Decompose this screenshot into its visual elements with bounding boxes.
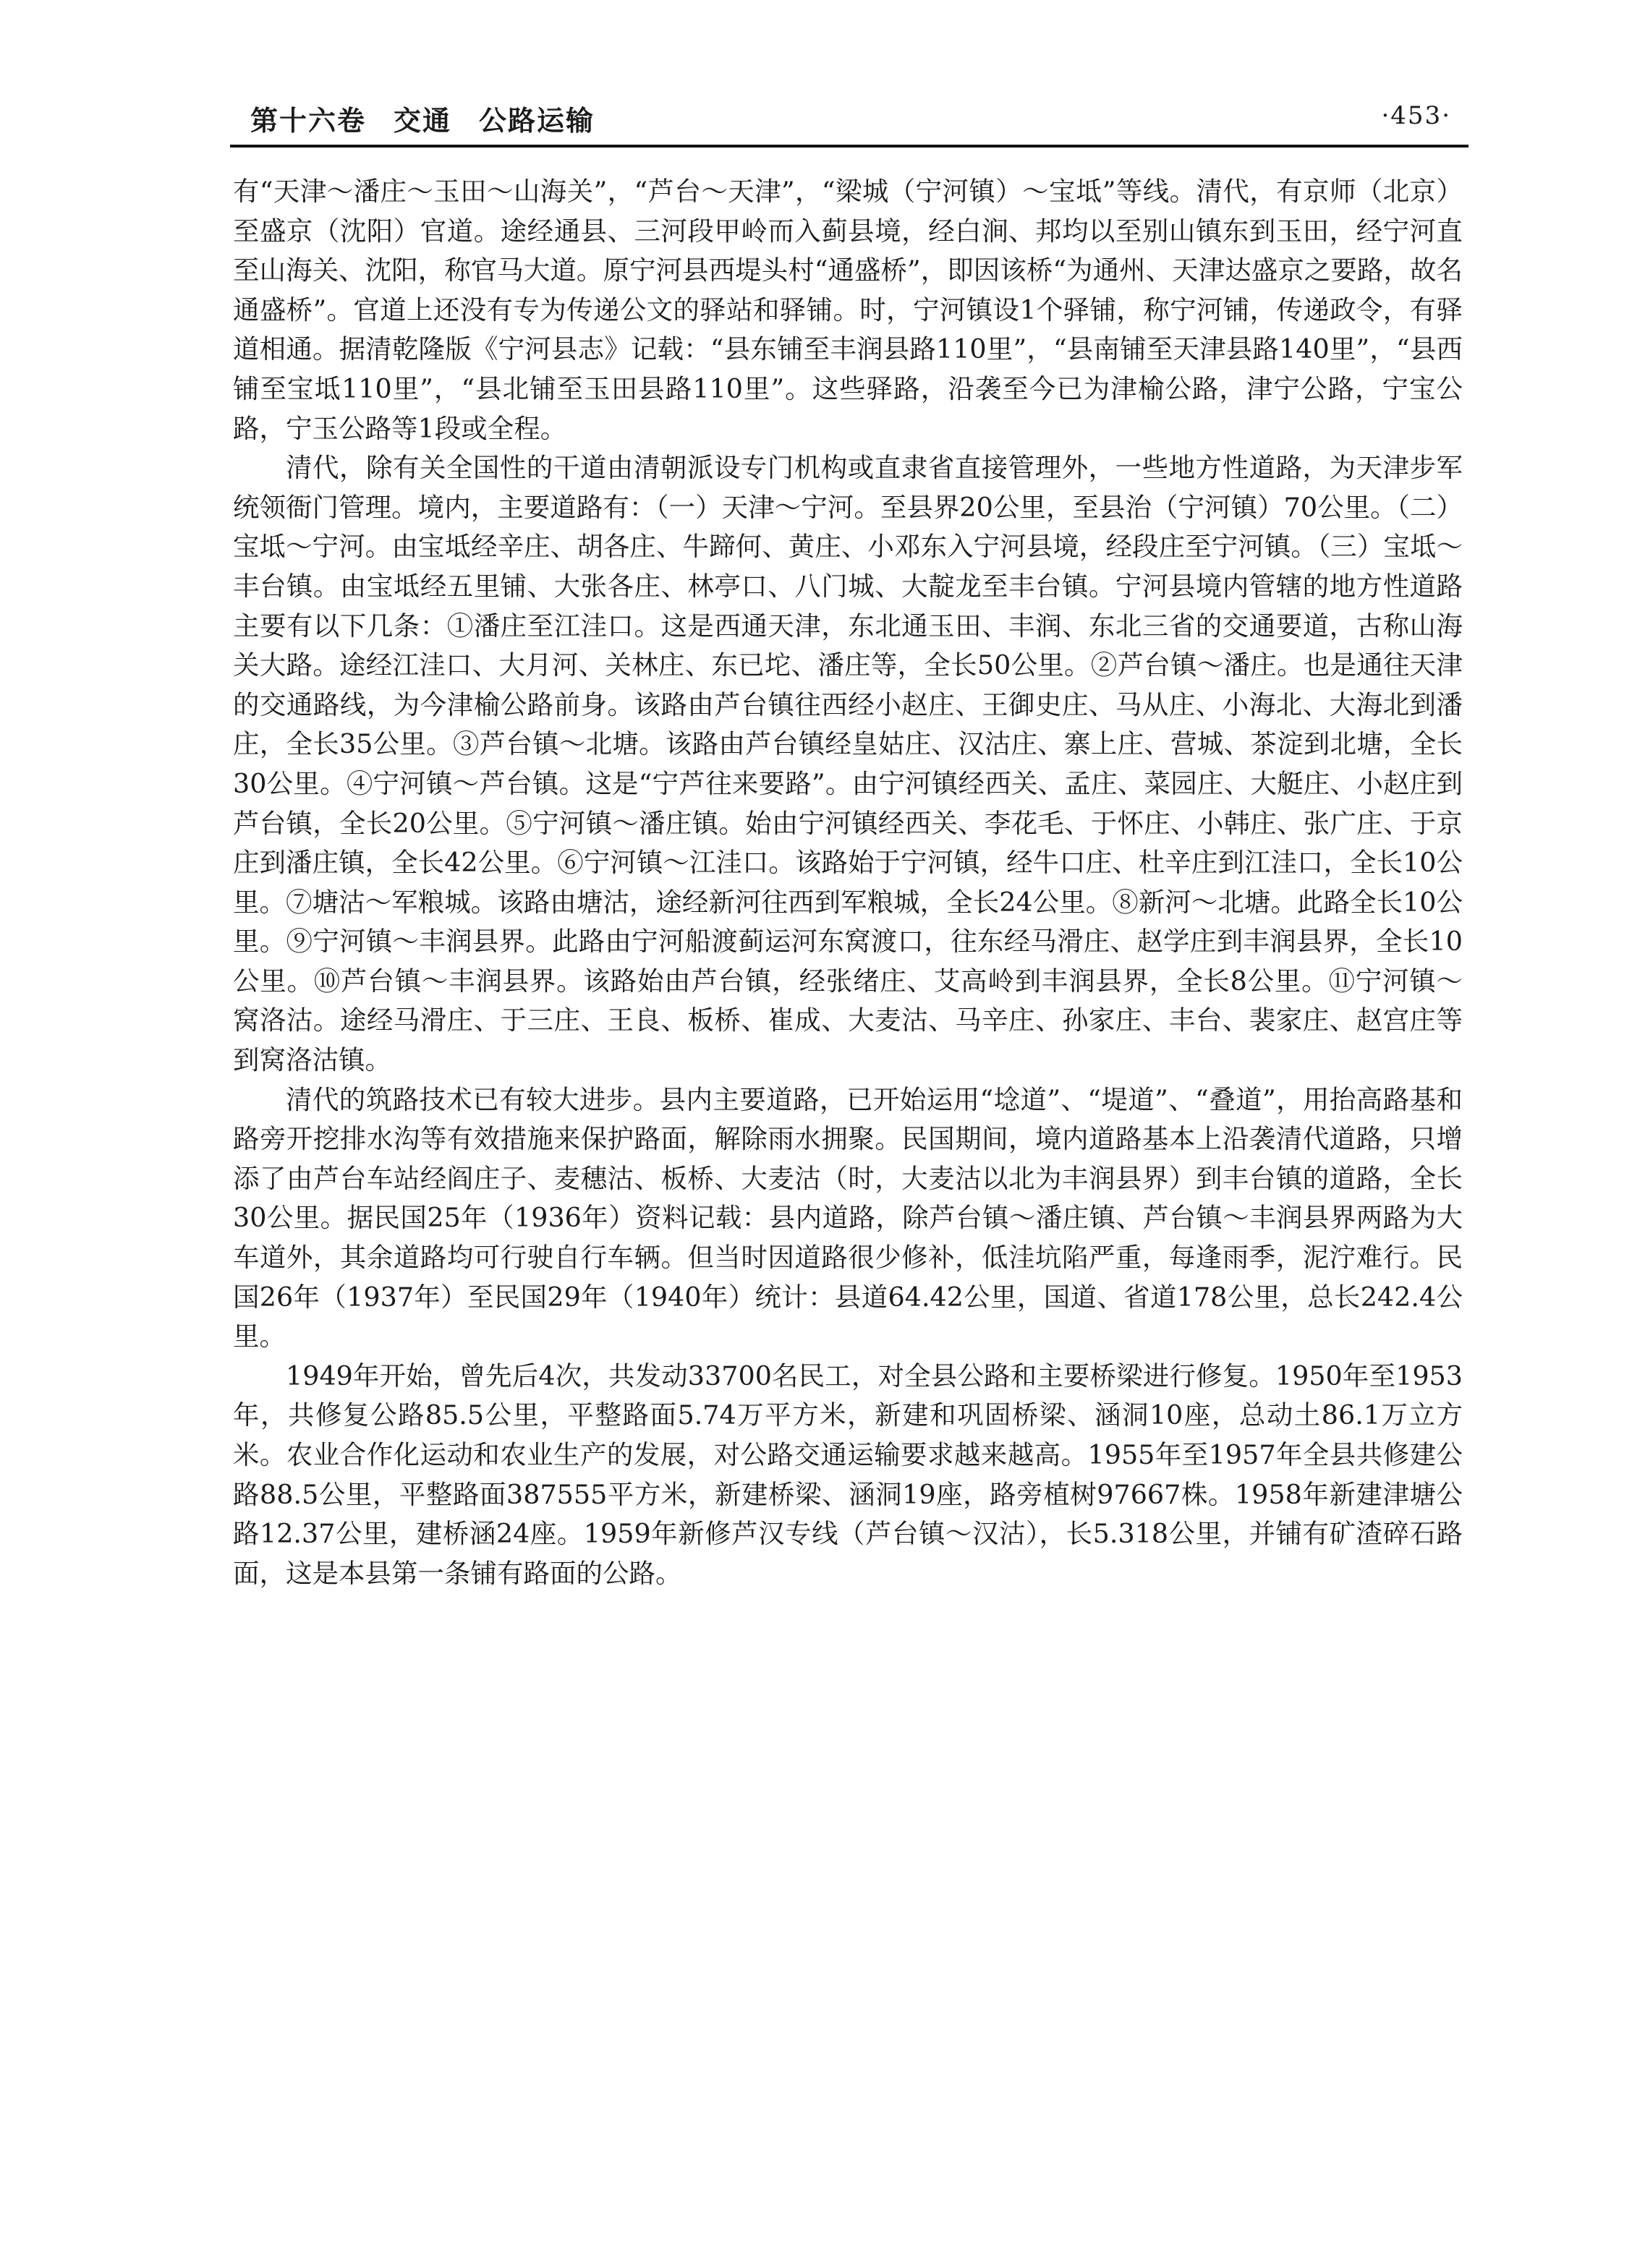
header-volume: 第十六卷 <box>250 105 367 137</box>
paragraph-3: 清代的筑路技术已有较大进步。县内主要道路，已开始运用“埝道”、“堤道”、“叠道”，用抬高路基和路旁开挖排水沟等有效措施来保护路面，解除雨水拥聚。民国期间，境内道路基本上沿袭清代道路，只增添了由芦台车站经阎庄子、麦穗沽、板桥、大麦沽（时，大麦沽以北为丰润县界）到丰台镇的道路，全长30公里。据民国25年（1936年）资料记载：县内道路，除芦台镇～潘庄镇、芦台镇～丰润县界两路为大车道外，其余道路均可行驶自行车辆。但当时因道路很少修补，低洼坑陷严重，每逢雨季，泥泞难行。民国26年（1937年）至民国29年（1940年）统计：县道64.42公里，国道、省道178公里，总长242.4公里。 <box>233 1083 1463 1352</box>
paragraph-2: 清代，除有关全国性的干道由清朝派设专门机构或直隶省直接管理外，一些地方性道路，为天津步军统领衙门管理。境内，主要道路有：（一）天津～宁河。至县界20公里，至县治（宁河镇）70公里。（二）宝坻～宁河。由宝坻经辛庄、胡各庄、牛蹄何、黄庄、小邓东入宁河县境，经段庄至宁河镇。（三）宝坻～丰台镇。由宝坻经五里铺、大张各庄、林亭口、八门城、大靛龙至丰台镇。宁河县境内管辖的地方性道路主要有以下几条：①潘庄至江洼口。这是西通天津，东北通玉田、丰润、东北三省的交通要道，古称山海关大路。途经江洼口、大月河、关林庄、东已坨、潘庄等，全长50公里。②芦台镇～潘庄。也是通往天津的交通路线，为今津榆公路前身。该路由芦台镇往西经小赵庄、王御史庄、马从庄、小海北、大海北到潘庄，全长35公里。③芦台镇～北塘。该路由芦台镇经皇姑庄、汉沽庄、寨上庄、营城、茶淀到北塘，全长30公里。④宁河镇～芦台镇。这是“宁芦往来要路”。由宁河镇经西关、孟庄、菜园庄、大艇庄、小赵庄到芦台镇，全长20公里。⑤宁河镇～潘庄镇。始由宁河镇经西关、李花毛、于怀庄、小韩庄、张广庄、于京庄到潘庄镇，全长42公里。⑥宁河镇～江洼口。该路始于宁河镇，经牛口庄、杜辛庄到江洼口，全长10公里。⑦塘沽～军粮城。该路由塘沽，途经新河往西到军粮城，全长24公里。⑧新河～北塘。此路全长10公里。⑨宁河镇～丰润县界。此路由宁河船渡蓟运河东窝渡口，往东经马滑庄、赵学庄到丰润县界，全长10公里。⑩芦台镇～丰润县界。该路始由芦台镇，经张绪庄、艾高岭到丰润县界，全长8公里。⑪宁河镇～窝洛沽。途经马滑庄、于三庄、王良、板桥、崔成、大麦沽、马辛庄、孙家庄、丰台、裴家庄、赵宫庄等到窝洛沽镇。 <box>233 452 1463 1076</box>
header-section: 交通 <box>394 105 452 137</box>
header-rule <box>230 145 1468 148</box>
page-number: ·453· <box>1381 101 1451 130</box>
paragraph-4: 1949年开始，曾先后4次，共发动33700名民工，对全县公路和主要桥梁进行修复。1950年至1953年，共修复公路85.5公里，平整路面5.74万平方米，新建和巩固桥梁、涵洞10座，总动土86.1万立方米。农业合作化运动和农业生产的发展，对公路交通运输要求越来越高。1955年至1957年全县共修建公路88.5公里，平整路面387555平方米，新建桥梁、涵洞19座，路旁植树97667株。1958年新建津塘公路12.37公里，建桥涵24座。1959年新修芦汉专线（芦台镇～汉沽），长5.318公里，并铺有矿渣碎石路面，这是本县第一条铺有路面的公路。 <box>233 1360 1463 1589</box>
header-chapter: 公路运输 <box>479 105 595 137</box>
header-title <box>250 98 622 138</box>
running-header <box>233 94 1477 145</box>
paragraph-1: 有“天津～潘庄～玉田～山海关”，“芦台～天津”，“梁城（宁河镇）～宝坻”等线。清代，有京师（北京）至盛京（沈阳）官道。途经通县、三河段甲岭而入蓟县境，经白涧、邦均以至别山镇东到玉田，经宁河直至山海关、沈阳，称官马大道。原宁河县西堤头村“通盛桥”，即因该桥“为通州、天津达盛京之要路，故名通盛桥”。官道上还没有专为传递公文的驿站和驿铺。时，宁河镇设1个驿铺，称宁河铺，传递政令，有驿道相通。据清乾隆版《宁河县志》记载：“县东铺至丰润县路110里”，“县南铺至天津县路140里”，“县西铺至宝坻110里”，“县北铺至玉田县路110里”。这些驿路，沿袭至今已为津榆公路，津宁公路，宁宝公路，宁玉公路等1段或全程。 <box>233 176 1463 444</box>
body-text <box>233 172 1463 1593</box>
